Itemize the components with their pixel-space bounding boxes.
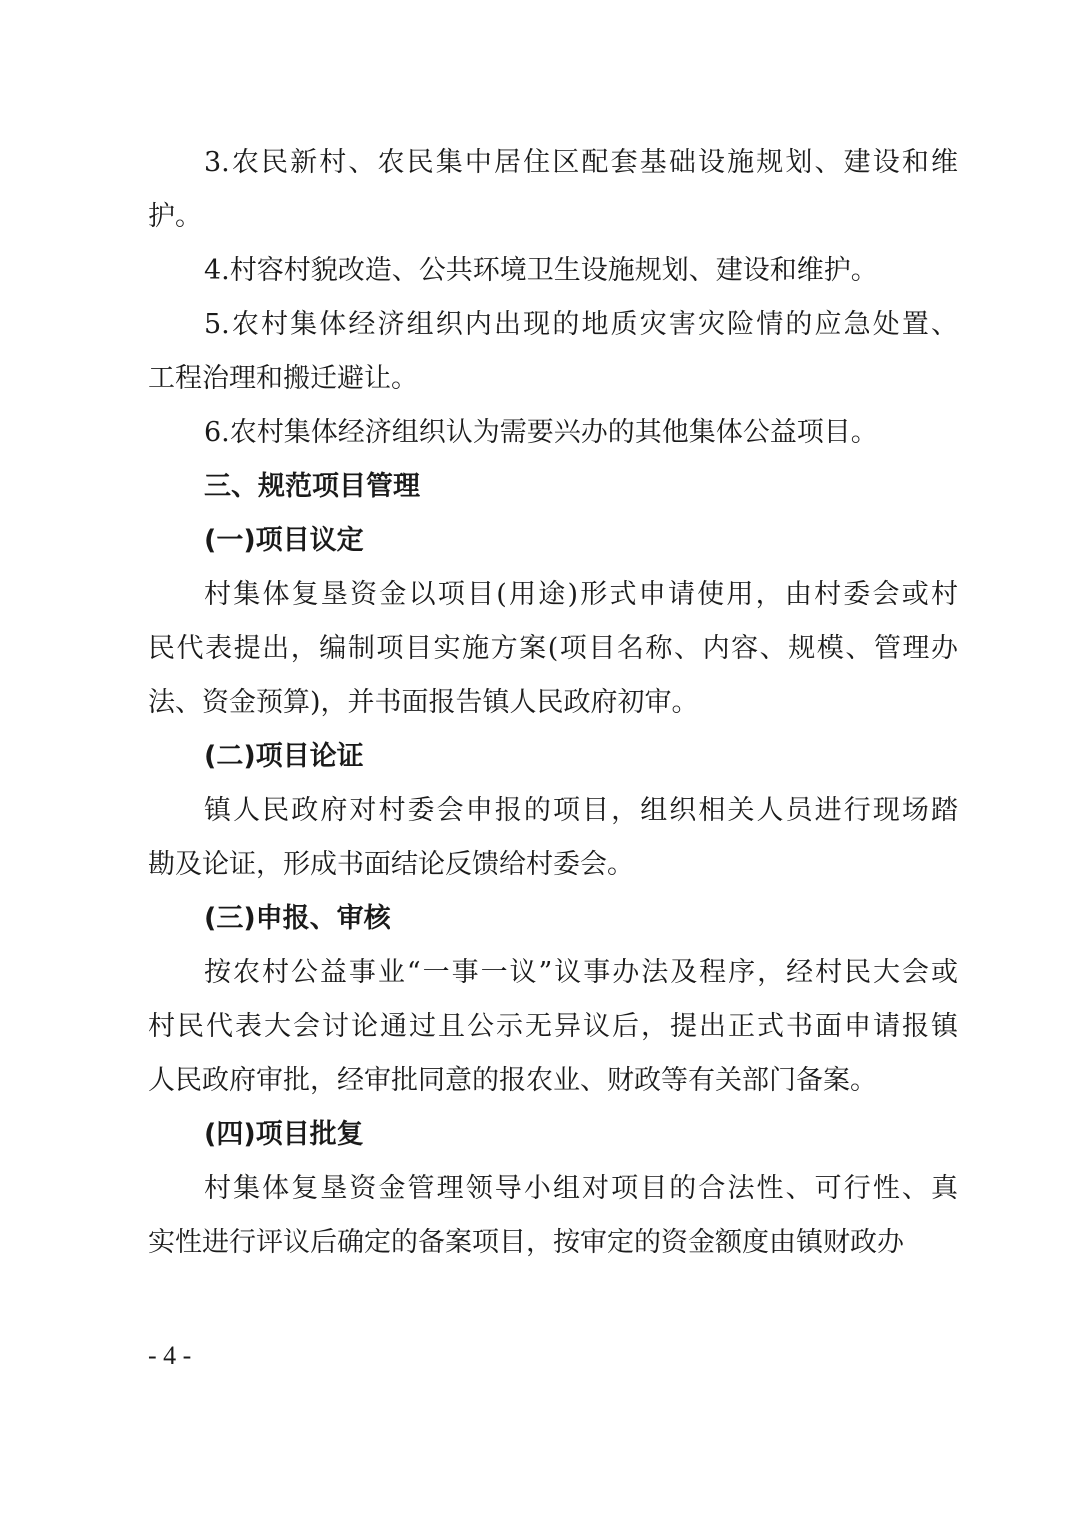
heading-line: (一)项目议定 xyxy=(204,525,364,556)
text-line: 5.农村集体经济组织内出现的地质灾害灾险情的应急处置、 xyxy=(204,309,958,340)
heading-line: 三、规范项目管理 xyxy=(204,471,420,502)
text-line: 人民政府审批，经审批同意的报农业、财政等有关部门备案。 xyxy=(148,1065,877,1096)
text-line: 3.农民新村、农民集中居住区配套基础设施规划、建设和维 xyxy=(204,147,958,178)
text-line: 实性进行评议后确定的备案项目，按审定的资金额度由镇财政办 xyxy=(148,1227,904,1258)
paragraph xyxy=(148,1162,958,1270)
text-line: 工程治理和搬迁避让。 xyxy=(148,363,418,394)
section-heading xyxy=(148,892,958,946)
paragraph xyxy=(148,784,958,892)
section-heading xyxy=(148,730,958,784)
text-line: 4.村容村貌改造、公共环境卫生设施规划、建设和维护。 xyxy=(204,255,878,286)
section-heading xyxy=(148,1108,958,1162)
section-heading xyxy=(148,460,958,514)
paragraph xyxy=(148,136,958,244)
text-line: 民代表提出，编制项目实施方案(项目名称、内容、规模、管理办 xyxy=(148,633,958,664)
page-number: - 4 - xyxy=(148,1341,192,1370)
paragraph xyxy=(148,406,958,460)
heading-line: (三)申报、审核 xyxy=(204,903,391,934)
text-line: 护。 xyxy=(148,201,202,232)
paragraph xyxy=(148,298,958,406)
text-line: 镇人民政府对村委会申报的项目，组织相关人员进行现场踏 xyxy=(204,795,958,826)
text-line: 村民代表大会讨论通过且公示无异议后，提出正式书面申请报镇 xyxy=(148,1011,958,1042)
text-line: 勘及论证，形成书面结论反馈给村委会。 xyxy=(148,849,634,880)
paragraph xyxy=(148,244,958,298)
paragraph xyxy=(148,946,958,1108)
text-line: 村集体复垦资金以项目(用途)形式申请使用，由村委会或村 xyxy=(204,579,958,610)
section-heading xyxy=(148,514,958,568)
text-line: 6.农村集体经济组织认为需要兴办的其他集体公益项目。 xyxy=(204,417,878,448)
heading-line: (二)项目论证 xyxy=(204,741,364,772)
text-line: 按农村公益事业“一事一议”议事办法及程序，经村民大会或 xyxy=(204,957,958,988)
heading-line: (四)项目批复 xyxy=(204,1119,364,1150)
text-line: 村集体复垦资金管理领导小组对项目的合法性、可行性、真 xyxy=(204,1173,958,1204)
paragraph xyxy=(148,568,958,730)
text-line: 法、资金预算)，并书面报告镇人民政府初审。 xyxy=(148,687,699,718)
document-body xyxy=(148,136,958,1270)
